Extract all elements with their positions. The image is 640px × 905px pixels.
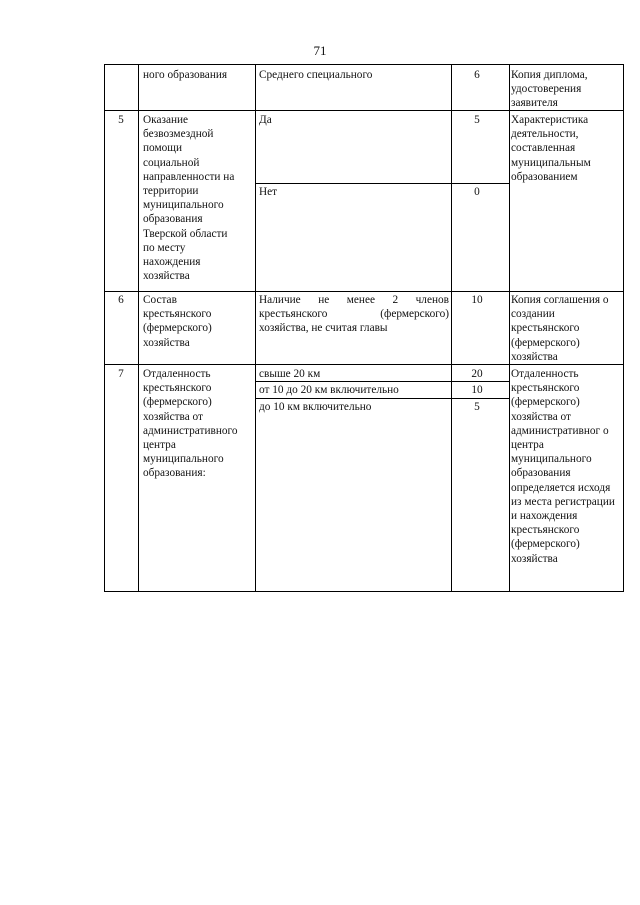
option-cell: Нет <box>259 186 278 198</box>
criteria-table <box>104 64 624 592</box>
score-cell: 5 <box>474 114 480 126</box>
option-cell: Да <box>259 114 272 126</box>
page-number: 71 <box>313 43 327 58</box>
score-cell: 10 <box>471 294 483 306</box>
score-cell: 6 <box>474 69 480 81</box>
row-number: 5 <box>118 114 124 126</box>
table-bottom-border <box>105 591 624 592</box>
row-divider <box>105 364 624 365</box>
document-cell: Характеристика деятельности, составленная муниципальным образованием <box>511 114 591 183</box>
option-divider <box>255 398 509 399</box>
row-number: 7 <box>118 368 124 380</box>
row-number: 6 <box>118 294 124 306</box>
option-divider <box>255 183 509 184</box>
criterion-cell: Отдаленность крестьянского (фермерского) хозяйства от административного центра муниципального образования: <box>143 368 238 480</box>
criterion-cell: Состав крестьянского (фермерского) хозяйства <box>143 294 212 349</box>
column-divider <box>451 65 452 592</box>
option-cell: до 10 км включительно <box>259 401 372 413</box>
document-cell: Копия соглашения о создании крестьянского (фермерского) хозяйства <box>511 294 609 363</box>
option-cell-line: Наличие не менее 2 членов <box>259 294 449 306</box>
score-cell: 10 <box>471 384 483 396</box>
criterion-cell: ного образования <box>143 69 228 81</box>
criterion-cell: Оказание безвозмездной помощи социальной направленности на территории муниципального образования Тверской области по месту нахождения хозяйства <box>143 114 235 283</box>
column-divider <box>509 65 510 592</box>
table-right-border <box>623 65 624 592</box>
option-cell-line: хозяйства, не считая главы <box>259 322 388 334</box>
document-cell: Копия диплома, удостоверения заявителя <box>511 69 588 110</box>
score-cell: 5 <box>474 401 480 413</box>
score-cell: 0 <box>474 186 480 198</box>
column-divider <box>255 65 256 592</box>
column-divider <box>138 65 139 592</box>
option-cell: свыше 20 км <box>259 368 321 380</box>
option-cell: от 10 до 20 км включительно <box>259 384 399 396</box>
score-cell: 20 <box>471 368 483 380</box>
option-cell: Среднего специального <box>259 69 373 81</box>
option-cell-line: крестьянского (фермерского) <box>259 308 449 320</box>
document-cell: Отдаленность крестьянского (фермерского) хозяйства от административног о центра муниципального образования определяется исходя из места регистрации и нахождения крестьянского (фермерского) хозяйства <box>511 368 615 565</box>
row-divider <box>105 291 624 292</box>
